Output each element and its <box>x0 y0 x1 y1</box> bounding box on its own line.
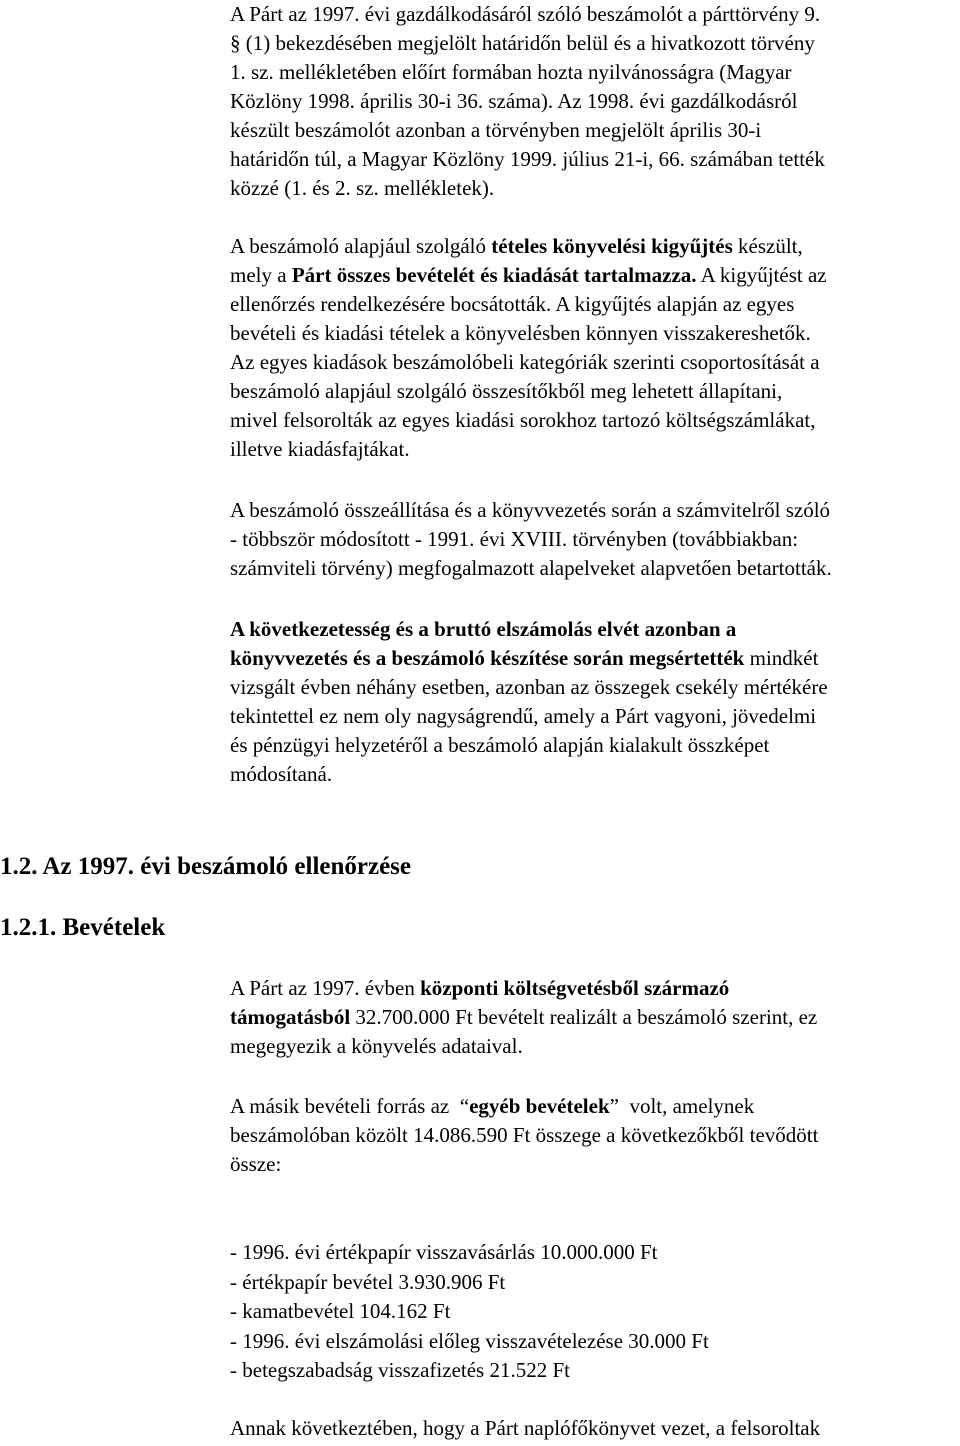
emphasis-text: központi költségvetésből származó <box>420 976 730 1000</box>
emphasis-text: A következetesség és a bruttó elszámolás elvét azonban a <box>230 617 737 641</box>
paragraph-accounting-principles <box>230 496 960 583</box>
emphasis-text: egyéb bevételek <box>469 1094 610 1118</box>
emphasis-text: könyvvezetés és a beszámoló készítése során megsértették <box>230 646 745 670</box>
text-line: tekintettel ez nem oly nagyságrendű, amely a Párt vagyoni, jövedelmi <box>230 704 817 728</box>
text-line: A Párt az 1997. évi gazdálkodásáról szóló beszámolót a párttörvény 9. <box>230 2 821 26</box>
text-run: mindkét <box>744 646 819 670</box>
text-line: illetve kiadásfajtákat. <box>230 437 410 461</box>
text-run: mely a <box>230 263 292 287</box>
text-line: ellenőrzés rendelkezésére bocsátották. A kigyűjtés alapján az egyes <box>230 292 795 316</box>
list-item: - betegszabadság visszafizetés 21.522 Ft <box>230 1358 570 1382</box>
text-line: § (1) bekezdésében megjelölt határidőn belül és a hivatkozott törvény <box>230 31 815 55</box>
text-line: készült beszámolót azonban a törvényben megjelölt április 30-i <box>230 118 762 142</box>
text-line <box>230 1003 960 1032</box>
subsection-heading: 1.2.1. Bevételek <box>0 914 166 941</box>
text-line <box>230 1092 960 1121</box>
text-run: készült, <box>732 234 803 258</box>
text-line: módosítaná. <box>230 762 333 786</box>
text-run: A beszámoló alapjául szolgáló <box>230 234 492 258</box>
text-line: A beszámoló összeállítása és a könyvvezetés során a számvitelről szóló <box>230 498 831 522</box>
text-line <box>230 232 960 261</box>
list-item: - kamatbevétel 104.162 Ft <box>230 1299 451 1323</box>
text-line <box>230 974 960 1003</box>
paragraph-central-budget-support <box>230 974 960 1061</box>
emphasis-text: Párt összes bevételét és kiadását tartalmazza. <box>291 263 697 287</box>
list-item: - 1996. évi értékpapír visszavásárlás 10.000.000 Ft <box>230 1240 658 1264</box>
text-run: A Párt az 1997. évben <box>230 976 421 1000</box>
text-line: és pénzügyi helyzetéről a beszámoló alapján kialakult összképet <box>230 733 770 757</box>
text-line: vizsgált évben néhány esetben, azonban az összegek csekély mértékére <box>230 675 828 699</box>
text-run: 32.700.000 Ft bevételt realizált a beszámoló szerint, ez <box>350 1005 818 1029</box>
text-run: ” volt, amelynek <box>609 1094 755 1118</box>
text-line: számviteli törvény) megfogalmazott alapelveket alapvetően betartották. <box>230 556 832 580</box>
text-line: - többször módosított - 1991. évi XVIII. törvényben (továbbiakban: <box>230 527 799 551</box>
text-line: megegyezik a könyvelés adataival. <box>230 1034 523 1058</box>
text-line: Az egyes kiadások beszámolóbeli kategóriák szerinti csoportosítását a <box>230 350 820 374</box>
income-items-list <box>230 1238 960 1386</box>
text-line: beszámolóban közölt 14.086.590 Ft összege a következőkből tevődött <box>230 1123 819 1147</box>
text-line: beszámoló alapjául szolgáló összesítőkből meg lehetett állapítani, <box>230 379 783 403</box>
text-line: határidőn túl, a Magyar Közlöny 1999. július 21-i, 66. számában tették <box>230 147 825 171</box>
text-line <box>230 615 960 644</box>
paragraph-legal-disclosure <box>230 0 960 203</box>
section-heading: 1.2. Az 1997. évi beszámoló ellenőrzése <box>0 853 412 880</box>
list-item: - értékpapír bevétel 3.930.906 Ft <box>230 1269 506 1294</box>
text-line: Közlöny 1998. április 30-i 36. száma). Az 1998. évi gazdálkodásról <box>230 89 798 113</box>
text-line: bevételi és kiadási tételek a könyvelésben könnyen visszakereshetők. <box>230 321 811 345</box>
paragraph-journal-ledger <box>230 1414 960 1443</box>
emphasis-text: tételes könyvelési kigyűjtés <box>491 234 733 258</box>
text-line <box>230 261 960 290</box>
text-run: A kigyűjtést az <box>696 263 827 287</box>
text-line: közzé (1. és 2. sz. mellékletek). <box>230 176 495 200</box>
text-line <box>230 644 960 673</box>
text-line: 1. sz. mellékletében előírt formában hozta nyilvánosságra (Magyar <box>230 60 792 84</box>
paragraph-bookkeeping-extract <box>230 232 960 464</box>
text-line: Annak következtében, hogy a Párt naplófőkönyvet vezet, a felsoroltak <box>230 1416 821 1440</box>
text-run: A másik bevételi forrás az “ <box>230 1094 470 1118</box>
emphasis-text: támogatásból <box>230 1005 351 1029</box>
paragraph-consistency-violation <box>230 615 960 789</box>
list-item: - 1996. évi elszámolási előleg visszavételezése 30.000 Ft <box>230 1328 709 1353</box>
paragraph-other-income <box>230 1092 960 1179</box>
text-line: össze: <box>230 1152 282 1176</box>
text-line: mivel felsorolták az egyes kiadási sorokhoz tartozó költségszámlákat, <box>230 408 816 432</box>
